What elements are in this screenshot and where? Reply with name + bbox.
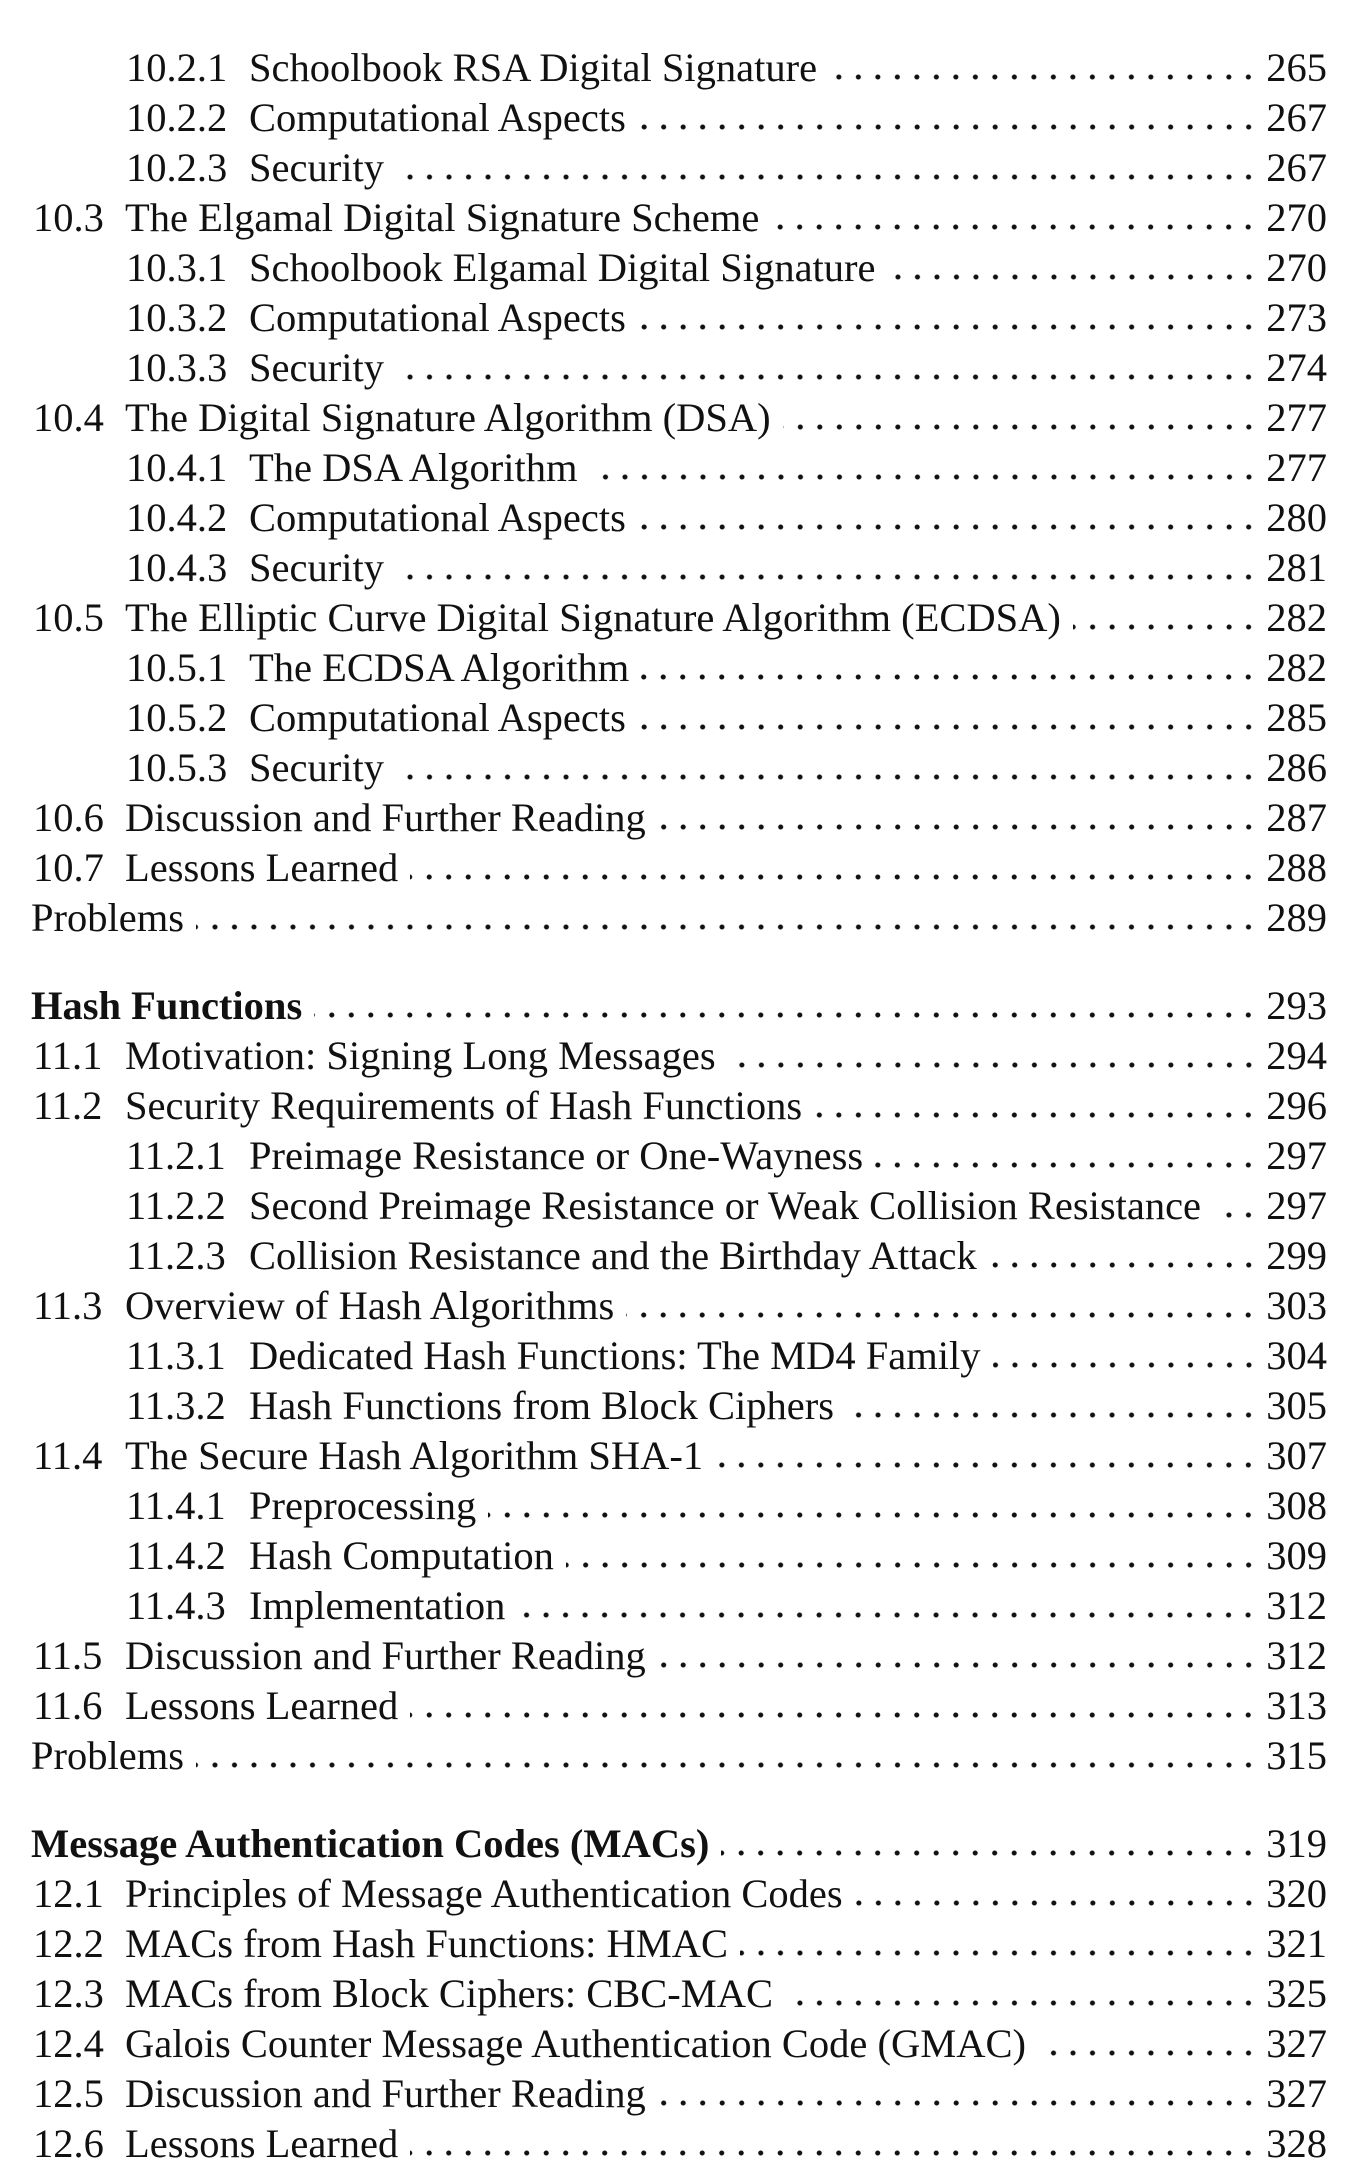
entry-body	[249, 693, 1327, 743]
dot-leader	[888, 273, 1259, 281]
section-title[interactable]: Hash Computation	[249, 1533, 554, 1578]
toc-entry[interactable]	[0, 1919, 1349, 1969]
section-title[interactable]: Motivation: Signing Long Messages	[125, 1033, 716, 1078]
dot-leader	[410, 873, 1258, 881]
section-number: 10.4	[33, 395, 104, 440]
toc-entry[interactable]	[0, 593, 1349, 643]
page-number[interactable]: 319	[1266, 1821, 1327, 1866]
page-number[interactable]: 328	[1266, 2121, 1327, 2166]
page-number[interactable]: 274	[1266, 345, 1327, 390]
page-number[interactable]: 309	[1266, 1533, 1327, 1578]
page-number[interactable]: 327	[1266, 2021, 1327, 2066]
section-title[interactable]: Problems	[31, 895, 185, 940]
section-title[interactable]: Dedicated Hash Functions: The MD4 Family	[249, 1333, 981, 1378]
section-number: 11.4	[33, 1433, 103, 1478]
entry-body	[125, 793, 1327, 843]
section-number: 10.4.3	[126, 545, 228, 590]
section-title[interactable]: Lessons Learned	[125, 2121, 399, 2166]
section-number: 11.4.3	[126, 1583, 226, 1628]
toc-entry[interactable]	[0, 893, 1349, 943]
section-number: 10.3	[33, 195, 104, 240]
page-number[interactable]: 303	[1266, 1283, 1327, 1328]
page-number[interactable]: 307	[1266, 1433, 1327, 1478]
entry-body	[125, 1681, 1327, 1731]
section-title[interactable]: Computational Aspects	[249, 695, 626, 740]
section-title[interactable]: Lessons Learned	[125, 1683, 399, 1728]
section-number: 11.3	[33, 1283, 103, 1328]
page-number[interactable]: 273	[1266, 295, 1327, 340]
section-title[interactable]: MACs from Block Ciphers: CBC-MAC	[125, 1971, 774, 2016]
section-number: 11.4.1	[126, 1483, 226, 1528]
dot-leader	[993, 1361, 1259, 1369]
section-number: 11.2.2	[126, 1183, 226, 1228]
page-number[interactable]: 282	[1266, 595, 1327, 640]
entry-body	[125, 2019, 1327, 2069]
entry-body	[249, 243, 1327, 293]
section-title[interactable]: Security	[249, 145, 384, 190]
toc-entry[interactable]	[0, 643, 1349, 693]
toc-entry[interactable]	[0, 1081, 1349, 1131]
entry-body	[125, 1031, 1327, 1081]
section-number: 10.5	[33, 595, 104, 640]
toc-entry[interactable]	[0, 1381, 1349, 1431]
dot-leader	[196, 1761, 1258, 1769]
dot-leader	[396, 573, 1258, 581]
entry-body	[125, 1431, 1327, 1481]
page-number[interactable]: 325	[1266, 1971, 1327, 2016]
section-title[interactable]: Schoolbook RSA Digital Signature	[249, 45, 818, 90]
dot-leader	[814, 1111, 1258, 1119]
page-number[interactable]: 293	[1266, 983, 1327, 1028]
toc-entry[interactable]	[0, 1031, 1349, 1081]
page-number[interactable]: 270	[1266, 245, 1327, 290]
toc-entry[interactable]	[0, 1331, 1349, 1381]
entry-body	[249, 1231, 1327, 1281]
toc-entry[interactable]	[0, 1731, 1349, 1781]
page-number[interactable]: 267	[1266, 145, 1327, 190]
section-number: 11.2	[33, 1083, 103, 1128]
dot-leader	[1038, 2049, 1258, 2057]
section-title[interactable]: Collision Resistance and the Birthday Attack	[249, 1233, 977, 1278]
toc-entry[interactable]	[0, 2019, 1349, 2069]
section-number: 10.5.3	[126, 745, 228, 790]
entry-body	[125, 593, 1327, 643]
page-number[interactable]: 327	[1266, 2071, 1327, 2116]
section-title[interactable]: The Digital Signature Algorithm (DSA)	[125, 395, 771, 440]
dot-leader	[740, 1949, 1258, 1957]
section-number: 11.4.2	[126, 1533, 226, 1578]
section-number: 10.6	[33, 795, 104, 840]
toc-entry[interactable]	[0, 693, 1349, 743]
section-number: 10.4.1	[126, 445, 228, 490]
section-title[interactable]: Discussion and Further Reading	[125, 1633, 646, 1678]
dot-leader	[771, 223, 1258, 231]
entry-body	[249, 543, 1327, 593]
toc-entry[interactable]	[0, 393, 1349, 443]
page-number[interactable]: 320	[1266, 1871, 1327, 1916]
entry-body	[31, 1819, 1327, 1869]
page-number[interactable]: 315	[1266, 1733, 1327, 1778]
section-number: 10.2.1	[126, 45, 228, 90]
section-title[interactable]: Security	[249, 345, 384, 390]
entry-body	[249, 1331, 1327, 1381]
toc-entry[interactable]	[0, 443, 1349, 493]
section-number: 11.3.1	[126, 1333, 226, 1378]
section-number: 11.2.1	[126, 1133, 226, 1178]
toc-entry[interactable]	[0, 493, 1349, 543]
entry-body	[31, 981, 1327, 1031]
toc-entry[interactable]	[0, 1969, 1349, 2019]
dot-leader	[590, 473, 1259, 481]
section-title[interactable]: Security	[249, 545, 384, 590]
entry-body	[249, 643, 1327, 693]
toc-chapter-heading[interactable]	[0, 1819, 1349, 1869]
section-title[interactable]: The Secure Hash Algorithm SHA-1	[125, 1433, 704, 1478]
dot-leader	[410, 2149, 1258, 2157]
toc-entry[interactable]	[0, 2119, 1349, 2169]
toc-entry[interactable]	[0, 93, 1349, 143]
section-title[interactable]: Preprocessing	[249, 1483, 477, 1528]
section-number: 10.5.2	[126, 695, 228, 740]
dot-leader	[658, 1661, 1258, 1669]
entry-body	[249, 1381, 1327, 1431]
section-title[interactable]: The DSA Algorithm	[249, 445, 578, 490]
section-number: 12.2	[33, 1921, 104, 1966]
entry-body	[125, 1919, 1327, 1969]
dot-leader	[1073, 623, 1258, 631]
dot-leader	[626, 1311, 1258, 1319]
dot-leader	[396, 773, 1258, 781]
page-number[interactable]: 287	[1266, 795, 1327, 840]
section-title[interactable]: Principles of Message Authentication Codes	[125, 1871, 843, 1916]
page-number[interactable]: 299	[1266, 1233, 1327, 1278]
dot-leader	[396, 173, 1258, 181]
toc-entry[interactable]	[0, 743, 1349, 793]
toc-entry[interactable]	[0, 1681, 1349, 1731]
entry-body	[125, 1969, 1327, 2019]
section-number: 10.3.3	[126, 345, 228, 390]
toc-entry[interactable]	[0, 193, 1349, 243]
dot-leader	[638, 323, 1258, 331]
section-number: 12.1	[33, 1871, 104, 1916]
toc-entry[interactable]	[0, 543, 1349, 593]
toc-entry[interactable]	[0, 793, 1349, 843]
dot-leader	[658, 823, 1258, 831]
section-number: 10.4.2	[126, 495, 228, 540]
entry-body	[125, 2069, 1327, 2119]
section-number: 12.4	[33, 2021, 104, 2066]
toc-entry[interactable]	[0, 1431, 1349, 1481]
toc-entry[interactable]	[0, 2069, 1349, 2119]
dot-leader	[721, 1849, 1258, 1857]
page-number[interactable]: 297	[1266, 1133, 1327, 1178]
dot-leader	[314, 1011, 1258, 1019]
page-number[interactable]: 267	[1266, 95, 1327, 140]
toc-entry[interactable]	[0, 1231, 1349, 1281]
page-number[interactable]: 312	[1266, 1633, 1327, 1678]
page-number[interactable]: 312	[1266, 1583, 1327, 1628]
toc-entry[interactable]	[0, 343, 1349, 393]
page-number[interactable]: 321	[1266, 1921, 1327, 1966]
dot-leader	[638, 723, 1258, 731]
toc-entry[interactable]	[0, 293, 1349, 343]
section-title[interactable]: Second Preimage Resistance or Weak Collision Resistance	[249, 1183, 1202, 1228]
dot-leader	[641, 673, 1258, 681]
toc-entry[interactable]	[0, 843, 1349, 893]
entry-body	[125, 1869, 1327, 1919]
page-number[interactable]: 313	[1266, 1683, 1327, 1728]
section-number: 10.2.3	[126, 145, 228, 190]
page-number[interactable]: 288	[1266, 845, 1327, 890]
dot-leader	[410, 1711, 1258, 1719]
dot-leader	[829, 73, 1258, 81]
entry-body	[249, 1531, 1327, 1581]
section-number: 11.3.2	[126, 1383, 226, 1428]
section-number: 12.6	[33, 2121, 104, 2166]
section-number: 10.3.2	[126, 295, 228, 340]
dot-leader	[783, 423, 1259, 431]
section-title[interactable]: Computational Aspects	[249, 495, 626, 540]
page-number[interactable]: 294	[1266, 1033, 1327, 1078]
section-number: 10.5.1	[126, 645, 228, 690]
page-number[interactable]: 280	[1266, 495, 1327, 540]
entry-body	[125, 193, 1327, 243]
dot-leader	[989, 1261, 1258, 1269]
entry-body	[125, 843, 1327, 893]
section-title[interactable]: Schoolbook Elgamal Digital Signature	[249, 245, 876, 290]
section-title[interactable]: Computational Aspects	[249, 295, 626, 340]
entry-body	[31, 1731, 1327, 1781]
section-title[interactable]: Security Requirements of Hash Functions	[125, 1083, 803, 1128]
entry-body	[249, 743, 1327, 793]
page-number[interactable]: 277	[1266, 395, 1327, 440]
entry-body	[125, 1081, 1327, 1131]
entry-body	[249, 93, 1327, 143]
dot-leader	[785, 1999, 1258, 2007]
section-title[interactable]: Galois Counter Message Authentication Code (GMAC)	[125, 2021, 1026, 2066]
entry-body	[31, 893, 1327, 943]
dot-leader	[846, 1411, 1258, 1419]
page-number[interactable]: 297	[1266, 1183, 1327, 1228]
section-title[interactable]: The Elgamal Digital Signature Scheme	[125, 195, 760, 240]
page-number[interactable]: 285	[1266, 695, 1327, 740]
section-title[interactable]: Security	[249, 745, 384, 790]
page-number[interactable]: 282	[1266, 645, 1327, 690]
page-number[interactable]: 308	[1266, 1483, 1327, 1528]
entry-body	[249, 1181, 1327, 1231]
entry-body	[249, 293, 1327, 343]
section-number: 10.7	[33, 845, 104, 890]
section-title[interactable]: Lessons Learned	[125, 845, 399, 890]
toc-entry[interactable]	[0, 243, 1349, 293]
toc-entry[interactable]	[0, 143, 1349, 193]
page-number[interactable]: 289	[1266, 895, 1327, 940]
section-number: 10.2.2	[126, 95, 228, 140]
section-title[interactable]: Problems	[31, 1733, 185, 1778]
dot-leader	[1213, 1211, 1258, 1219]
entry-body	[125, 2119, 1327, 2169]
section-title[interactable]: Overview of Hash Algorithms	[125, 1283, 615, 1328]
section-number: 12.5	[33, 2071, 104, 2116]
dot-leader	[396, 373, 1258, 381]
page-number[interactable]: 296	[1266, 1083, 1327, 1128]
page-number[interactable]: 305	[1266, 1383, 1327, 1428]
section-title[interactable]: Hash Functions	[31, 983, 303, 1028]
toc-entry[interactable]	[0, 1481, 1349, 1531]
section-number: 11.5	[33, 1633, 103, 1678]
dot-leader	[875, 1161, 1258, 1169]
toc-entry[interactable]	[0, 43, 1349, 93]
toc-entry[interactable]	[0, 1531, 1349, 1581]
entry-body	[125, 393, 1327, 443]
dot-leader	[658, 2099, 1258, 2107]
section-number: 11.2.3	[126, 1233, 226, 1278]
dot-leader	[728, 1061, 1259, 1069]
section-title[interactable]: Message Authentication Codes (MACs)	[31, 1821, 710, 1866]
page-number[interactable]: 270	[1266, 195, 1327, 240]
entry-body	[125, 1281, 1327, 1331]
dot-leader	[638, 523, 1258, 531]
dot-leader	[566, 1561, 1258, 1569]
section-title[interactable]: Implementation	[249, 1583, 506, 1628]
entry-body	[249, 1481, 1327, 1531]
section-number: 10.3.1	[126, 245, 228, 290]
dot-leader	[715, 1461, 1258, 1469]
page-number[interactable]: 281	[1266, 545, 1327, 590]
entry-body	[249, 493, 1327, 543]
page-number[interactable]: 286	[1266, 745, 1327, 790]
toc-entry[interactable]	[0, 1281, 1349, 1331]
section-title[interactable]: Preimage Resistance or One-Wayness	[249, 1133, 864, 1178]
dot-leader	[638, 123, 1258, 131]
section-title[interactable]: Computational Aspects	[249, 95, 626, 140]
entry-body	[249, 143, 1327, 193]
section-title[interactable]: Hash Functions from Block Ciphers	[249, 1383, 834, 1428]
section-title[interactable]: The ECDSA Algorithm	[249, 645, 630, 690]
section-title[interactable]: Discussion and Further Reading	[125, 2071, 646, 2116]
entry-body	[249, 343, 1327, 393]
section-number: 12.3	[33, 1971, 104, 2016]
entry-body	[125, 1631, 1327, 1681]
entry-body	[249, 1581, 1327, 1631]
page-number[interactable]: 304	[1266, 1333, 1327, 1378]
toc-entry[interactable]	[0, 1181, 1349, 1231]
toc-entry[interactable]	[0, 1131, 1349, 1181]
toc-entry[interactable]	[0, 1631, 1349, 1681]
section-title[interactable]: Discussion and Further Reading	[125, 795, 646, 840]
entry-body	[249, 443, 1327, 493]
toc-chapter-heading[interactable]	[0, 981, 1349, 1031]
dot-leader	[855, 1899, 1259, 1907]
dot-leader	[517, 1611, 1258, 1619]
toc-entry[interactable]	[0, 1581, 1349, 1631]
page-number[interactable]: 265	[1266, 45, 1327, 90]
entry-body	[249, 1131, 1327, 1181]
section-number: 11.6	[33, 1683, 103, 1728]
section-title[interactable]: The Elliptic Curve Digital Signature Algorithm (ECDSA)	[125, 595, 1061, 640]
dot-leader	[196, 923, 1258, 931]
entry-body	[249, 43, 1327, 93]
dot-leader	[488, 1511, 1258, 1519]
page-number[interactable]: 277	[1266, 445, 1327, 490]
section-title[interactable]: MACs from Hash Functions: HMAC	[125, 1921, 729, 1966]
section-number: 11.1	[33, 1033, 103, 1078]
toc-entry[interactable]	[0, 1869, 1349, 1919]
